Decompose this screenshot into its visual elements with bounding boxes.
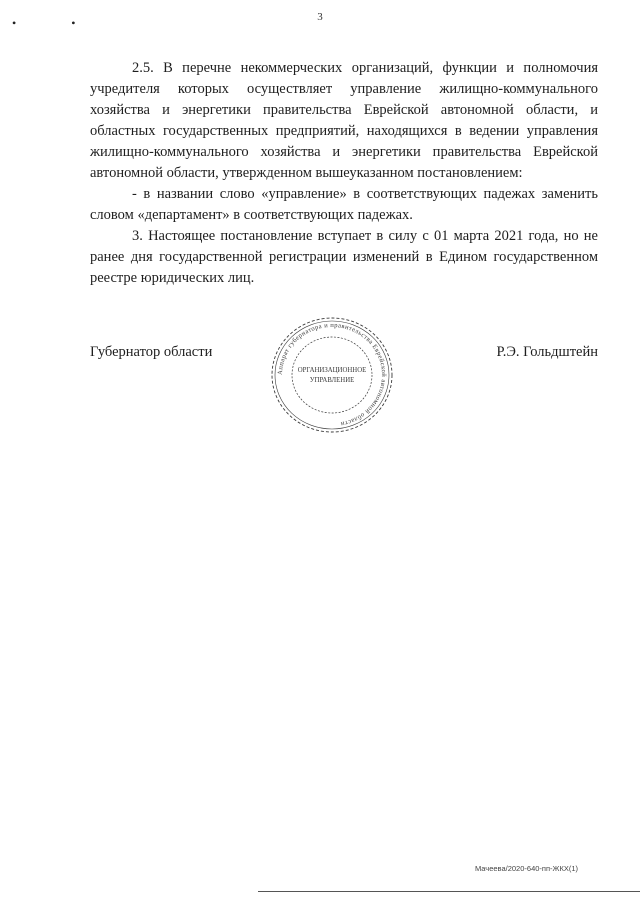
seal-ring-text: Аппарат губернатора и правительства Еврейской автономной области (276, 321, 388, 428)
official-seal (268, 314, 396, 436)
paragraph-3: 3. Настоящее постановление вступает в силу с 01 марта 2021 года, но не ранее дня государственной регистрации изменений в Едином государственном реестре юридических лиц. (90, 228, 598, 286)
document-body (90, 58, 598, 289)
signatory-name: Р.Э. Гольдштейн (496, 344, 598, 360)
seal-center-line-2: УПРАВЛЕНИЕ (309, 377, 355, 384)
seal-icon (268, 314, 396, 436)
signatory-title: Губернатор области (90, 344, 213, 360)
footer-divider (258, 891, 640, 892)
corner-marks: • • (12, 16, 102, 30)
svg-text:Аппарат губернатора и правител (277, 322, 387, 427)
paragraph-dash-item: - в названии слово «управление» в соответствующих падежах заменить словом «департамент» в соответствующих падежах. (90, 186, 598, 223)
executor-code: Мачеева/2020-640-пп-ЖКХ(1) (474, 864, 578, 873)
paragraph-2-5: 2.5. В перечне некоммерческих организаций, функции и полномочия учредителя которых осуществляет управление жилищно-коммунального хозяйства и энергетики правительства Еврейской автономной области, и областных государственных предприятий, находящихся в ведении управления жилищно-коммунального хозяйства и энергетики правительства Еврейской автономной области, утвержденном вышеуказанном постановлением: (90, 60, 598, 181)
seal-center-line-1: ОРГАНИЗАЦИОННОЕ (297, 367, 367, 374)
page-number: 3 (317, 11, 323, 23)
